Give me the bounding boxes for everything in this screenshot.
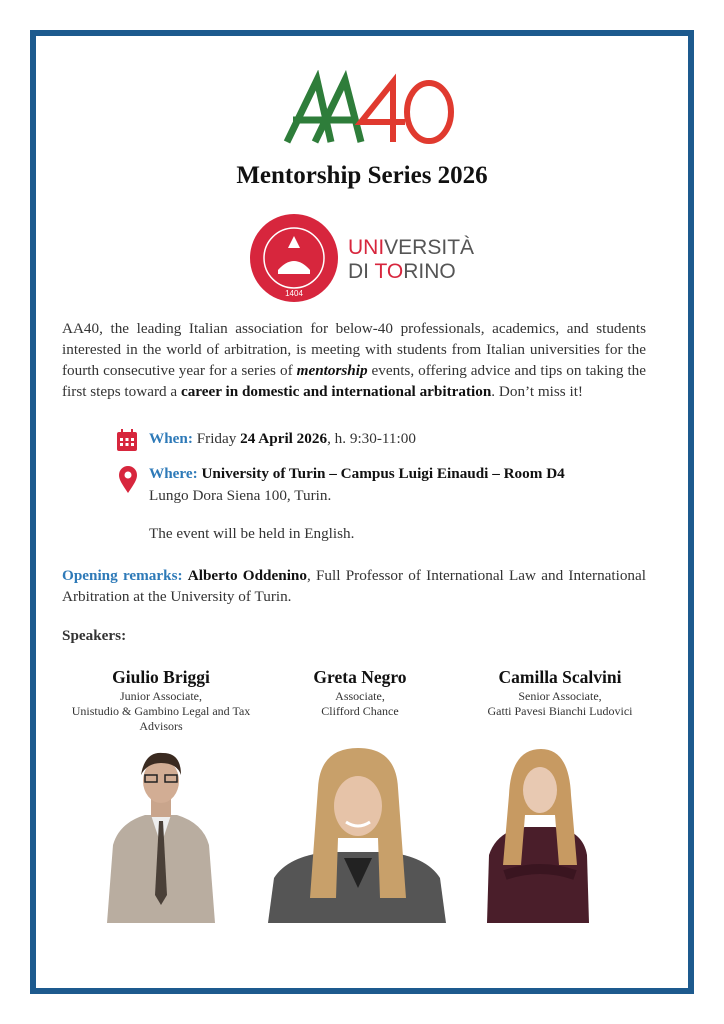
speaker-firm: Gatti Pavesi Bianchi Ludovici — [487, 704, 633, 718]
location-pin-icon — [118, 466, 138, 494]
opening-remarks: Opening remarks: Alberto Oddenino, Full Professor of International Law and International Arbitration at the University of Turin. — [62, 567, 646, 605]
speaker-firm: Unistudio & Gambino Legal and Tax Advisors — [71, 704, 251, 733]
speaker-name: Giulio Briggi — [112, 667, 210, 687]
aa40-logo — [265, 70, 465, 150]
language-note: The event will be held in English. — [149, 525, 355, 542]
intro-paragraph: AA40, the leading Italian association for below-40 professionals, academics, and students interested in the world of arbitration, is meeting with students from Italian universities for the fourth consecutive year for a series of mentorship events, offering advice and tips on taking the first steps toward a career in domestic and international arbitration. Don’t miss it! — [62, 320, 646, 400]
speaker-firm: Clifford Chance — [321, 704, 399, 718]
speaker-photo — [485, 745, 591, 923]
speakers-heading: Speakers: — [62, 627, 127, 644]
speaker-card — [465, 665, 655, 719]
university-seal-icon — [248, 212, 340, 304]
speaker-role: Associate, — [335, 689, 385, 703]
event-where: Where: University of Turin – Campus Luigi Einaudi – Room D4 — [149, 465, 565, 482]
speaker-card — [70, 665, 252, 734]
speaker-photo — [105, 745, 217, 923]
event-address: Lungo Dora Siena 100, Turin. — [149, 487, 332, 504]
page-title: Mentorship Series 2026 — [236, 162, 488, 189]
university-of-turin-logo — [248, 212, 475, 304]
calendar-icon — [116, 428, 138, 452]
speaker-card — [270, 665, 450, 719]
seal-year: 1404 — [285, 289, 303, 298]
speaker-role: Junior Associate, — [120, 689, 202, 703]
speaker-name: Camilla Scalvini — [498, 667, 622, 687]
speaker-role: Senior Associate, — [518, 689, 602, 703]
university-name-line2: DI TORINO — [348, 260, 456, 283]
university-name-line1: UNIVERSITÀ — [348, 236, 475, 259]
speaker-photo — [268, 748, 446, 923]
event-when: When: Friday 24 April 2026, h. 9:30-11:00 — [149, 430, 416, 447]
speaker-name: Greta Negro — [313, 667, 407, 687]
